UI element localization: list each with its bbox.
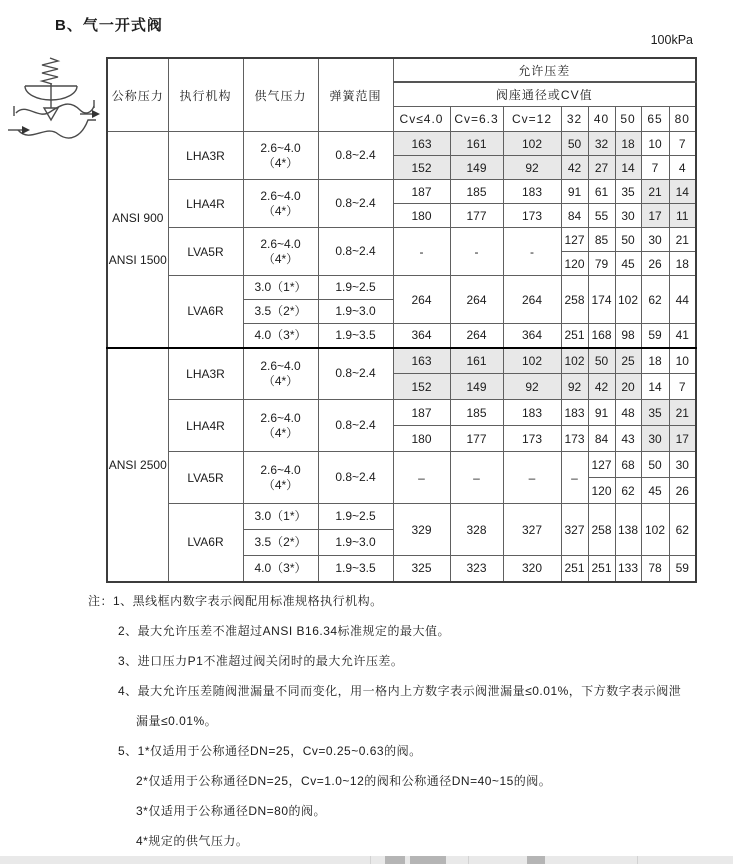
data-cell: 85: [588, 228, 615, 252]
spring-range-cell: 0.8~2.4: [318, 132, 393, 180]
data-cell: 27: [588, 156, 615, 180]
spring-range-cell: 1.9~3.0: [318, 300, 393, 324]
data-cell: 7: [641, 156, 669, 180]
data-cell: –: [561, 452, 588, 504]
table-row: [107, 504, 696, 530]
table-row: [107, 276, 696, 300]
spring-range-cell: 0.8~2.4: [318, 348, 393, 400]
supply-pressure-cell: 3.0（1*）: [243, 504, 318, 530]
data-cell: 84: [588, 426, 615, 452]
data-cell: 25: [615, 348, 641, 374]
supply-pressure-cell: 2.6~4.0 （4*）: [243, 180, 318, 228]
data-cell: 55: [588, 204, 615, 228]
data-cell: 30: [641, 228, 669, 252]
valve-spec-table: [106, 57, 697, 583]
header-supply-pressure: 供气压力: [243, 58, 318, 132]
supply-pressure-cell: 2.6~4.0 （4*）: [243, 228, 318, 276]
data-cell: 149: [450, 156, 503, 180]
spring-range-cell: 0.8~2.4: [318, 228, 393, 276]
table-row: [107, 132, 696, 156]
data-cell: 41: [669, 324, 696, 348]
data-cell: 50: [615, 228, 641, 252]
data-cell: 133: [615, 556, 641, 582]
data-cell: 264: [450, 276, 503, 324]
data-cell: 50: [588, 348, 615, 374]
data-cell: 98: [615, 324, 641, 348]
data-cell: 32: [588, 132, 615, 156]
notes-block: [88, 586, 733, 856]
data-cell: 183: [561, 400, 588, 426]
data-cell: 26: [669, 478, 696, 504]
data-cell: 163: [393, 132, 450, 156]
data-cell: 177: [450, 426, 503, 452]
data-cell: 43: [615, 426, 641, 452]
data-cell: 30: [615, 204, 641, 228]
note-line: 3、进口压力P1不准超过阀关闭时的最大允许压差。: [118, 654, 404, 668]
data-cell: 149: [450, 374, 503, 400]
actuator-cell: LVA6R: [168, 504, 243, 582]
actuator-cell: LHA4R: [168, 180, 243, 228]
data-cell: 61: [588, 180, 615, 204]
spring-range-cell: 0.8~2.4: [318, 452, 393, 504]
header-cv-col: Cv=12: [503, 107, 561, 132]
supply-pressure-cell: 2.6~4.0 （4*）: [243, 452, 318, 504]
peek-cell: [527, 856, 545, 864]
data-cell: 7: [669, 132, 696, 156]
peek-separator: [637, 856, 638, 864]
data-cell: 180: [393, 426, 450, 452]
data-cell: 14: [641, 374, 669, 400]
note-line: 3*仅适用于公称通径DN=80的阀。: [136, 804, 327, 818]
data-cell: 35: [615, 180, 641, 204]
table-row: [107, 452, 696, 478]
peek-separator: [370, 856, 371, 864]
data-cell: 168: [588, 324, 615, 348]
data-cell: 30: [669, 452, 696, 478]
data-cell: 102: [641, 504, 669, 556]
table-body: [107, 132, 696, 582]
data-cell: 48: [615, 400, 641, 426]
actuator-cell: LVA5R: [168, 452, 243, 504]
data-cell: 127: [588, 452, 615, 478]
data-cell: 177: [450, 204, 503, 228]
data-cell: 20: [615, 374, 641, 400]
data-cell: 152: [393, 374, 450, 400]
data-cell: 187: [393, 400, 450, 426]
data-cell: 120: [588, 478, 615, 504]
spring-range-cell: 1.9~2.5: [318, 276, 393, 300]
supply-pressure-cell: 4.0（3*）: [243, 324, 318, 348]
peek-separator: [468, 856, 469, 864]
outlet-arrow: [92, 110, 100, 118]
supply-pressure-cell: 3.5（2*）: [243, 530, 318, 556]
header-cv-col: 40: [588, 107, 615, 132]
data-cell: 320: [503, 556, 561, 582]
data-cell: 42: [588, 374, 615, 400]
data-cell: 45: [641, 478, 669, 504]
data-cell: 251: [561, 324, 588, 348]
data-cell: 62: [641, 276, 669, 324]
data-cell: 7: [669, 374, 696, 400]
actuator-cell: LVA5R: [168, 228, 243, 276]
header-cv-col: 65: [641, 107, 669, 132]
note-line: 漏量≤0.01%。: [136, 714, 218, 728]
spring-range-cell: 1.9~3.5: [318, 324, 393, 348]
note-line: 2、最大允许压差不准超过ANSI B16.34标准规定的最大值。: [118, 624, 451, 638]
data-cell: 26: [641, 252, 669, 276]
data-cell: 18: [615, 132, 641, 156]
peek-cell: [385, 856, 405, 864]
note-line: 注：1、黑线框内数字表示阀配用标准规格执行机构。: [88, 594, 383, 608]
data-cell: 68: [615, 452, 641, 478]
data-cell: 14: [669, 180, 696, 204]
data-cell: 102: [561, 348, 588, 374]
data-cell: 258: [588, 504, 615, 556]
data-cell: 180: [393, 204, 450, 228]
data-cell: 327: [561, 504, 588, 556]
data-cell: 102: [503, 132, 561, 156]
data-cell: 50: [641, 452, 669, 478]
note-line: 5、1*仅适用于公称通径DN=25，Cv=0.25~0.63的阀。: [118, 744, 422, 758]
note-line: 2*仅适用于公称通径DN=25，Cv=1.0~12的阀和公称通径DN=40~15的阀。: [136, 774, 552, 788]
next-table-peek: [0, 856, 733, 864]
data-cell: 183: [503, 180, 561, 204]
data-cell: 59: [641, 324, 669, 348]
peek-cell: [410, 856, 446, 864]
nominal-pressure-cell: ANSI 900 ANSI 1500: [107, 132, 168, 348]
supply-pressure-cell: 2.6~4.0 （4*）: [243, 400, 318, 452]
data-cell: 21: [669, 228, 696, 252]
data-cell: 18: [669, 252, 696, 276]
data-cell: 325: [393, 556, 450, 582]
header-spring-range: 弹簧范围: [318, 58, 393, 132]
data-cell: 161: [450, 132, 503, 156]
data-cell: 62: [615, 478, 641, 504]
data-cell: 120: [561, 252, 588, 276]
spring-glyph: [42, 58, 58, 84]
supply-pressure-cell: 3.5（2*）: [243, 300, 318, 324]
data-cell: 364: [393, 324, 450, 348]
table-row: [107, 180, 696, 204]
data-cell: –: [393, 452, 450, 504]
header-cv-col: Cv=6.3: [450, 107, 503, 132]
data-cell: 173: [503, 204, 561, 228]
data-cell: 62: [669, 504, 696, 556]
table-row: [107, 348, 696, 374]
data-cell: 21: [669, 400, 696, 426]
data-cell: -: [450, 228, 503, 276]
data-cell: 30: [641, 426, 669, 452]
data-cell: –: [450, 452, 503, 504]
data-cell: 11: [669, 204, 696, 228]
data-cell: 264: [450, 324, 503, 348]
data-cell: 84: [561, 204, 588, 228]
data-cell: 173: [561, 426, 588, 452]
data-cell: 14: [615, 156, 641, 180]
data-cell: 183: [503, 400, 561, 426]
data-cell: 102: [503, 348, 561, 374]
data-cell: 91: [588, 400, 615, 426]
page-title: B、气一开式阀: [55, 17, 163, 34]
data-cell: 364: [503, 324, 561, 348]
data-cell: 329: [393, 504, 450, 556]
header-nominal-pressure: 公称压力: [107, 58, 168, 132]
data-cell: 4: [669, 156, 696, 180]
inlet-arrow: [22, 126, 30, 134]
data-cell: 18: [641, 348, 669, 374]
note-line: 4、最大允许压差随阀泄漏量不同而变化，用一格内上方数字表示阀泄漏量≤0.01%，下方数字表示阀泄: [118, 684, 682, 698]
data-cell: 17: [641, 204, 669, 228]
data-cell: 17: [669, 426, 696, 452]
data-cell: 328: [450, 504, 503, 556]
data-cell: 163: [393, 348, 450, 374]
data-cell: 42: [561, 156, 588, 180]
actuator-cell: LHA4R: [168, 400, 243, 452]
data-cell: 264: [503, 276, 561, 324]
data-cell: 102: [615, 276, 641, 324]
data-cell: –: [503, 452, 561, 504]
data-cell: 138: [615, 504, 641, 556]
air-to-open-valve-icon: [6, 56, 106, 150]
actuator-cell: LHA3R: [168, 348, 243, 400]
data-cell: -: [393, 228, 450, 276]
data-cell: 92: [503, 374, 561, 400]
supply-pressure-cell: 3.0（1*）: [243, 276, 318, 300]
header-seat-or-cv: 阀座通径或CV值: [393, 82, 696, 107]
header-cv-col: 50: [615, 107, 641, 132]
nominal-pressure-cell: ANSI 2500: [107, 348, 168, 582]
data-cell: 59: [669, 556, 696, 582]
spring-range-cell: 0.8~2.4: [318, 400, 393, 452]
data-cell: 91: [561, 180, 588, 204]
data-cell: 50: [561, 132, 588, 156]
data-cell: 10: [669, 348, 696, 374]
actuator-cell: LVA6R: [168, 276, 243, 348]
header-allowable-dp: 允许压差: [393, 58, 696, 82]
data-cell: 92: [561, 374, 588, 400]
data-cell: 251: [588, 556, 615, 582]
header-cv-col: Cv≤4.0: [393, 107, 450, 132]
data-cell: 258: [561, 276, 588, 324]
data-cell: 45: [615, 252, 641, 276]
data-cell: 173: [503, 426, 561, 452]
data-cell: 44: [669, 276, 696, 324]
supply-pressure-cell: 2.6~4.0 （4*）: [243, 132, 318, 180]
supply-pressure-cell: 4.0（3*）: [243, 556, 318, 582]
data-cell: 264: [393, 276, 450, 324]
data-cell: 21: [641, 180, 669, 204]
unit-label: 100kPa: [650, 33, 693, 47]
supply-pressure-cell: 2.6~4.0 （4*）: [243, 348, 318, 400]
data-cell: 78: [641, 556, 669, 582]
data-cell: 92: [503, 156, 561, 180]
data-cell: 323: [450, 556, 503, 582]
spring-range-cell: 1.9~2.5: [318, 504, 393, 530]
spring-range-cell: 0.8~2.4: [318, 180, 393, 228]
data-cell: 79: [588, 252, 615, 276]
table-row: [107, 400, 696, 426]
note-line: 4*规定的供气压力。: [136, 834, 249, 848]
data-cell: 152: [393, 156, 450, 180]
actuator-cell: LHA3R: [168, 132, 243, 180]
data-cell: 251: [561, 556, 588, 582]
data-cell: -: [503, 228, 561, 276]
header-actuator: 执行机构: [168, 58, 243, 132]
header-cv-col: 80: [669, 107, 696, 132]
header-cv-col: 32: [561, 107, 588, 132]
spring-range-cell: 1.9~3.5: [318, 556, 393, 582]
data-cell: 10: [641, 132, 669, 156]
data-cell: 185: [450, 400, 503, 426]
data-cell: 187: [393, 180, 450, 204]
data-cell: 161: [450, 348, 503, 374]
data-cell: 174: [588, 276, 615, 324]
table-row: [107, 228, 696, 252]
data-cell: 327: [503, 504, 561, 556]
data-cell: 35: [641, 400, 669, 426]
data-cell: 185: [450, 180, 503, 204]
spring-range-cell: 1.9~3.0: [318, 530, 393, 556]
data-cell: 127: [561, 228, 588, 252]
